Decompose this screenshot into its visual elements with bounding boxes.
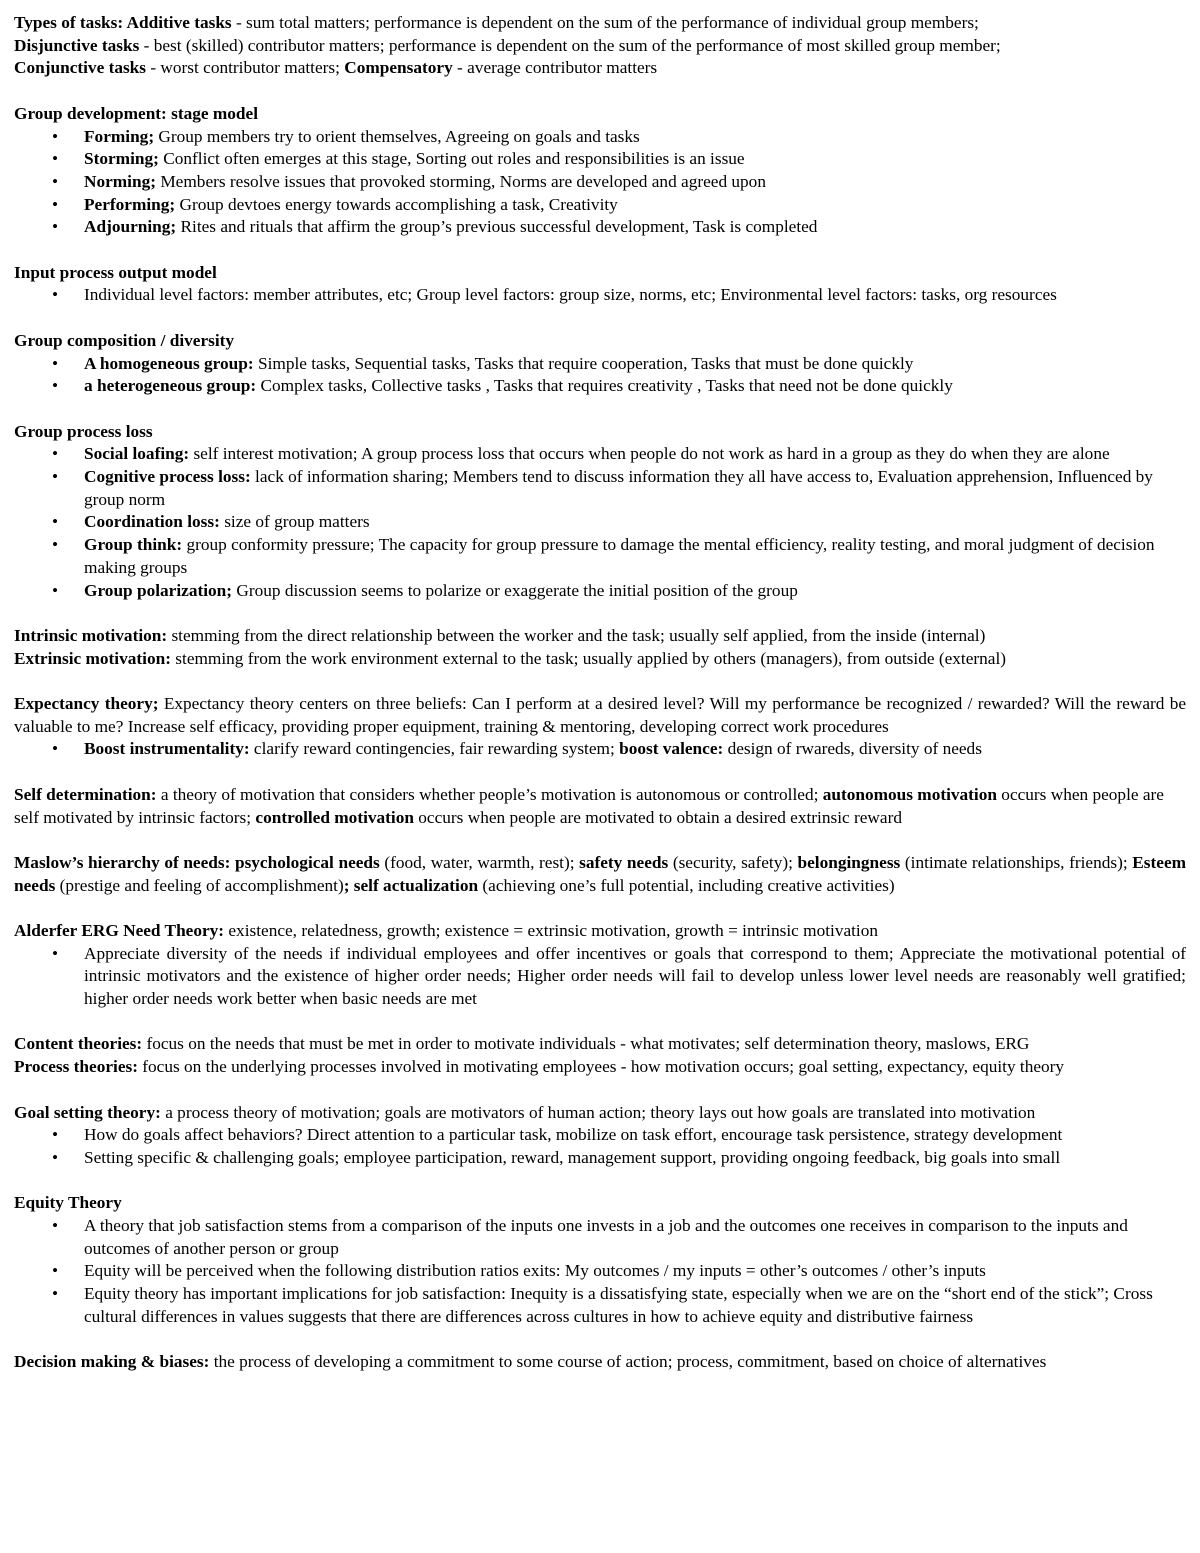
bullet-list — [14, 943, 1186, 1011]
paragraph-line — [14, 103, 1186, 126]
notes-section — [14, 1192, 1186, 1328]
text-run: a process theory of motivation; goals are motivators of human action; theory lays out how goals are translated into motivation — [160, 1102, 1036, 1122]
bold-term: Intrinsic motivation: — [14, 625, 168, 645]
text-run: stemming from the work environment external to the task; usually applied by others (managers), from outside (external) — [170, 648, 1006, 668]
bold-term: Coordination loss: — [84, 512, 220, 532]
bold-term: safety needs — [579, 852, 669, 872]
bold-term: Conjunctive tasks — [14, 58, 147, 78]
bold-term: autonomous motivation — [822, 784, 997, 804]
text-run: a theory of motivation that considers whether people’s motivation is autonomous or controlled; — [156, 784, 823, 804]
bold-term: Compensatory — [344, 58, 453, 78]
bold-term: Group composition / diversity — [14, 330, 235, 350]
bold-term: Performing; — [84, 194, 176, 214]
bold-term: Maslow’s hierarchy of needs: psychological needs — [14, 852, 380, 872]
text-run: (security, safety); — [668, 852, 798, 872]
bold-term: Alderfer ERG Need Theory: — [14, 920, 225, 940]
list-item — [14, 216, 1186, 239]
notes-section — [14, 625, 1186, 670]
text-run: (prestige and feeling of accomplishment) — [55, 875, 344, 895]
bold-term: Forming; — [84, 126, 155, 146]
text-run: occurs when people are motivated to obtain a desired extrinsic reward — [413, 807, 902, 827]
bullet-list — [14, 738, 1186, 761]
text-run: Conflict often emerges at this stage, Sorting out roles and responsibilities is an issue — [158, 149, 745, 169]
bold-term: Group process loss — [14, 421, 153, 441]
paragraph-line — [14, 693, 1186, 738]
bold-term: Adjourning; — [84, 217, 177, 237]
bold-term: Content theories: — [14, 1034, 143, 1054]
paragraph-line — [14, 1351, 1186, 1374]
list-item — [14, 353, 1186, 376]
bold-term: Disjunctive tasks — [14, 35, 140, 55]
bold-term: a heterogeneous group: — [84, 376, 257, 396]
bold-term: Storming; — [84, 149, 159, 169]
bold-term: controlled motivation — [255, 807, 414, 827]
bold-term: Extrinsic motivation: — [14, 648, 171, 668]
bold-term: Decision making & biases: — [14, 1352, 210, 1372]
text-run: - average contributor matters — [452, 58, 658, 78]
list-item — [14, 284, 1186, 307]
text-run: Equity theory has important implications for job satisfaction: Inequity is a dissatisfying state, especially when we are on the “short end of the stick”; Cross cultural differences in values suggests that there are differences across cultures in how to achieve equity and distributive fairness — [84, 1284, 1153, 1326]
bold-term: belongingness — [797, 852, 901, 872]
text-run: Simple tasks, Sequential tasks, Tasks that require cooperation, Tasks that must be done quickly — [253, 353, 914, 373]
text-run: self interest motivation; A group process loss that occurs when people do not work as hard in a group as they do when they are alone — [189, 444, 1110, 464]
paragraph-line — [14, 421, 1186, 444]
text-run: design of rwareds, diversity of needs — [723, 739, 982, 759]
text-run: lack of information sharing; Members tend to discuss information they all have access to, Evaluation apprehension, Influenced by group norm — [84, 467, 1153, 509]
text-run: (intimate relationships, friends); — [900, 852, 1133, 872]
bold-term: Cognitive process loss: — [84, 467, 251, 486]
list-item — [14, 466, 1186, 511]
bold-term: Input process output model — [14, 262, 217, 282]
bold-term: Types of tasks: Additive tasks — [14, 13, 232, 32]
paragraph-line — [14, 57, 1186, 80]
list-item — [14, 580, 1186, 603]
text-run: Group devtoes energy towards accomplishing a task, Creativity — [175, 194, 618, 214]
notes-section — [14, 784, 1186, 829]
text-run: How do goals affect behaviors? Direct attention to a particular task, mobilize on task effort, encourage task persistence, strategy development — [84, 1125, 1063, 1145]
notes-section — [14, 1102, 1186, 1170]
list-item — [14, 194, 1186, 217]
bold-term: A homogeneous group: — [84, 353, 254, 373]
notes-section — [14, 1033, 1186, 1078]
bold-term: Goal setting theory: — [14, 1102, 161, 1122]
notes-section — [14, 693, 1186, 761]
bold-term: ; self actualization — [343, 875, 479, 895]
notes-section — [14, 920, 1186, 1011]
bold-term: boost valence: — [619, 739, 724, 759]
list-item — [14, 1215, 1186, 1260]
list-item — [14, 171, 1186, 194]
text-run: Expectancy theory centers on three beliefs: Can I perform at a desired level? Will my performance be recognized / rewarded? Will the reward be valuable to me? Increase self efficacy, providing proper equipment, training & mentoring, developing correct work procedures — [14, 694, 1187, 736]
list-item — [14, 511, 1186, 534]
text-run: occurs when people are self motivated by intrinsic factors; — [14, 784, 1164, 827]
text-run: - best (skilled) contributor matters; performance is dependent on the sum of the performance of most skilled group member; — [139, 35, 1001, 55]
text-run: A theory that job satisfaction stems from a comparison of the inputs one invests in a job and the outcomes one receives in comparison to the inputs and outcomes of another person or group — [84, 1216, 1128, 1258]
list-item — [14, 443, 1186, 466]
paragraph-line — [14, 852, 1186, 897]
bullet-list — [14, 1215, 1186, 1329]
list-item — [14, 1147, 1186, 1170]
text-run: Members resolve issues that provoked storming, Norms are developed and agreed upon — [156, 171, 766, 191]
list-item — [14, 375, 1186, 398]
text-run: Appreciate diversity of the needs if individual employees and offer incentives or goals that correspond to them; Appreciate the motivational potential of intrinsic motivators and the existence of higher order needs; Higher order needs will fail to develop unless lower level needs are reasonably well gratified; higher order needs work better when basic needs are met — [84, 943, 1186, 1009]
list-item — [14, 738, 1186, 761]
text-run: Group discussion seems to polarize or exaggerate the initial position of the group — [232, 580, 798, 600]
text-run: existence, relatedness, growth; existence = extrinsic motivation, growth = intrinsic motivation — [224, 920, 879, 940]
bold-term: Equity Theory — [14, 1193, 122, 1213]
text-run: size of group matters — [219, 512, 370, 532]
text-run: stemming from the direct relationship between the worker and the task; usually self applied, from the inside (internal) — [167, 625, 986, 645]
text-run: (achieving one’s full potential, including creative activities) — [478, 875, 895, 895]
list-item — [14, 943, 1186, 1011]
text-run: focus on the underlying processes involved in motivating employees - how motivation occurs; goal setting, expectancy, equity theory — [137, 1057, 1065, 1077]
text-run: Complex tasks, Collective tasks , Tasks that requires creativity , Tasks that need not be done quickly — [256, 376, 953, 396]
text-run: focus on the needs that must be met in order to motivate individuals - what motivates; self determination theory, maslows, ERG — [142, 1034, 1030, 1054]
bullet-list — [14, 126, 1186, 240]
list-item — [14, 126, 1186, 149]
text-run: Individual level factors: member attributes, etc; Group level factors: group size, norms, etc; Environmental level factors: tasks, org resources — [84, 285, 1057, 305]
paragraph-line — [14, 625, 1186, 648]
paragraph-line — [14, 1056, 1186, 1079]
bold-term: Group think: — [84, 535, 183, 555]
bold-term: Esteem needs — [14, 852, 1187, 895]
bold-term: Boost instrumentality: — [84, 739, 250, 759]
bullet-list — [14, 284, 1186, 307]
bold-term: Process theories: — [14, 1057, 138, 1077]
text-run: Setting specific & challenging goals; employee participation, reward, management support, providing ongoing feedback, big goals into small — [84, 1147, 1061, 1167]
bold-term: Social loafing: — [84, 444, 190, 464]
text-run: Rites and rituals that affirm the group’s previous successful development, Task is completed — [176, 217, 818, 237]
bold-term: Expectancy theory; — [14, 694, 159, 713]
notes-section — [14, 852, 1186, 897]
bold-term: Group polarization; — [84, 580, 233, 600]
bold-term: Group development: stage model — [14, 103, 259, 123]
text-run: the process of developing a commitment to some course of action; process, commitment, based on choice of alternatives — [209, 1352, 1047, 1372]
list-item — [14, 1283, 1186, 1328]
paragraph-line — [14, 784, 1186, 829]
paragraph-line — [14, 1102, 1186, 1125]
notes-section — [14, 103, 1186, 239]
text-run: clarify reward contingencies, fair rewarding system; — [249, 739, 620, 759]
paragraph-line — [14, 648, 1186, 671]
text-run: Equity will be perceived when the following distribution ratios exits: My outcomes / my inputs = other’s outcomes / other’s inputs — [84, 1261, 986, 1281]
text-run: - worst contributor matters; — [146, 58, 345, 78]
notes-section — [14, 1351, 1186, 1374]
text-run: group conformity pressure; The capacity for group pressure to damage the mental efficiency, reality testing, and moral judgment of decision making groups — [84, 535, 1155, 577]
paragraph-line — [14, 1033, 1186, 1056]
text-run: (food, water, warmth, rest); — [379, 852, 580, 872]
list-item — [14, 148, 1186, 171]
paragraph-line — [14, 262, 1186, 285]
bullet-list — [14, 1124, 1186, 1169]
list-item — [14, 1124, 1186, 1147]
text-run: - sum total matters; performance is dependent on the sum of the performance of individual group members; — [231, 13, 979, 32]
bold-term: Self determination: — [14, 784, 157, 804]
paragraph-line — [14, 35, 1186, 58]
bold-term: Norming; — [84, 171, 156, 191]
paragraph-line — [14, 920, 1186, 943]
list-item — [14, 1260, 1186, 1283]
bullet-list — [14, 353, 1186, 398]
notes-section — [14, 421, 1186, 603]
notes-section — [14, 330, 1186, 398]
text-run: Group members try to orient themselves, Agreeing on goals and tasks — [154, 126, 640, 146]
paragraph-line — [14, 330, 1186, 353]
paragraph-line — [14, 12, 1186, 35]
list-item — [14, 534, 1186, 579]
notes-section — [14, 12, 1186, 80]
notes-section — [14, 262, 1186, 307]
paragraph-line — [14, 1192, 1186, 1215]
bullet-list — [14, 443, 1186, 602]
